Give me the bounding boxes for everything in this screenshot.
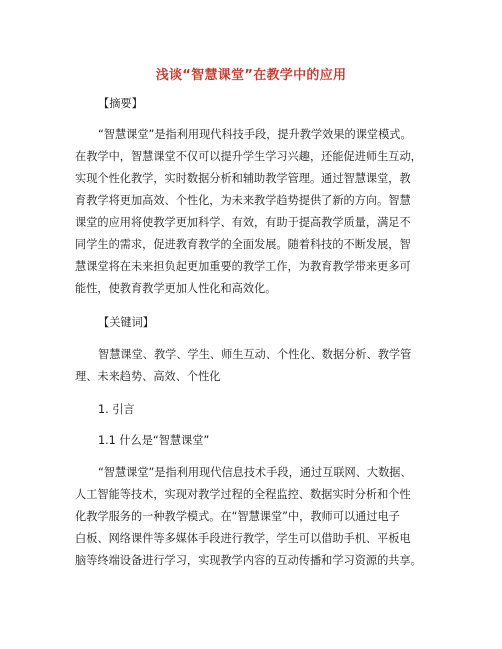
body-line: 人工智能等技术，实现对教学过程的全程监控、数据实时分析和个性 — [75, 488, 411, 501]
abstract-line: 课堂的应用将使教学更加科学、有效，有助于提高教学质量，满足不 — [75, 216, 411, 229]
keywords-line: 理、未来趋势、高效、个性化 — [75, 370, 221, 383]
body-line: “智慧课堂”是指利用现代信息技术手段，通过互联网、大数据、 — [98, 466, 412, 479]
keywords-heading: 【关键词】 — [98, 316, 154, 329]
section-heading-what-is: 1.1 什么是“智慧课堂” — [98, 434, 210, 447]
abstract-heading: 【摘要】 — [98, 97, 143, 110]
abstract-line: 能性，使教育教学更加人性化和高效化。 — [75, 282, 277, 295]
abstract-line: 在教学中，智慧课堂不仅可以提升学生学习兴趣，还能促进师生互动， — [75, 150, 422, 163]
abstract-line: 慧课堂将在未来担负起更加重要的教学工作，为教育教学带来更多可 — [75, 260, 411, 273]
abstract-line: 同学生的需求，促进教育教学的全面发展。随着科技的不断发展，智 — [75, 238, 411, 251]
abstract-line: 育教学将更加高效、个性化，为未来教学趋势提供了新的方向。智慧 — [75, 194, 411, 207]
keywords-line: 智慧课堂、教学、学生、师生互动、个性化、数据分析、教学管 — [98, 348, 412, 361]
abstract-line: “智慧课堂”是指利用现代科技手段，提升教学效果的课堂模式。 — [98, 128, 412, 141]
document-title: 浅谈“智慧课堂”在教学中的应用 — [155, 68, 347, 83]
body-line: 化教学服务的一种教学模式。在“智慧课堂”中，教师可以通过电子 — [75, 510, 400, 523]
body-line: 脑等终端设备进行学习，实现教学内容的互动传播和学习资源的共享。 — [75, 554, 422, 567]
section-heading-intro: 1. 引言 — [98, 403, 135, 416]
body-line: 白板、网络课件等多媒体手段进行教学，学生可以借助手机、平板电 — [75, 532, 411, 545]
abstract-line: 实现个性化教学，实时数据分析和辅助教学管理。通过智慧课堂，教 — [75, 172, 411, 185]
